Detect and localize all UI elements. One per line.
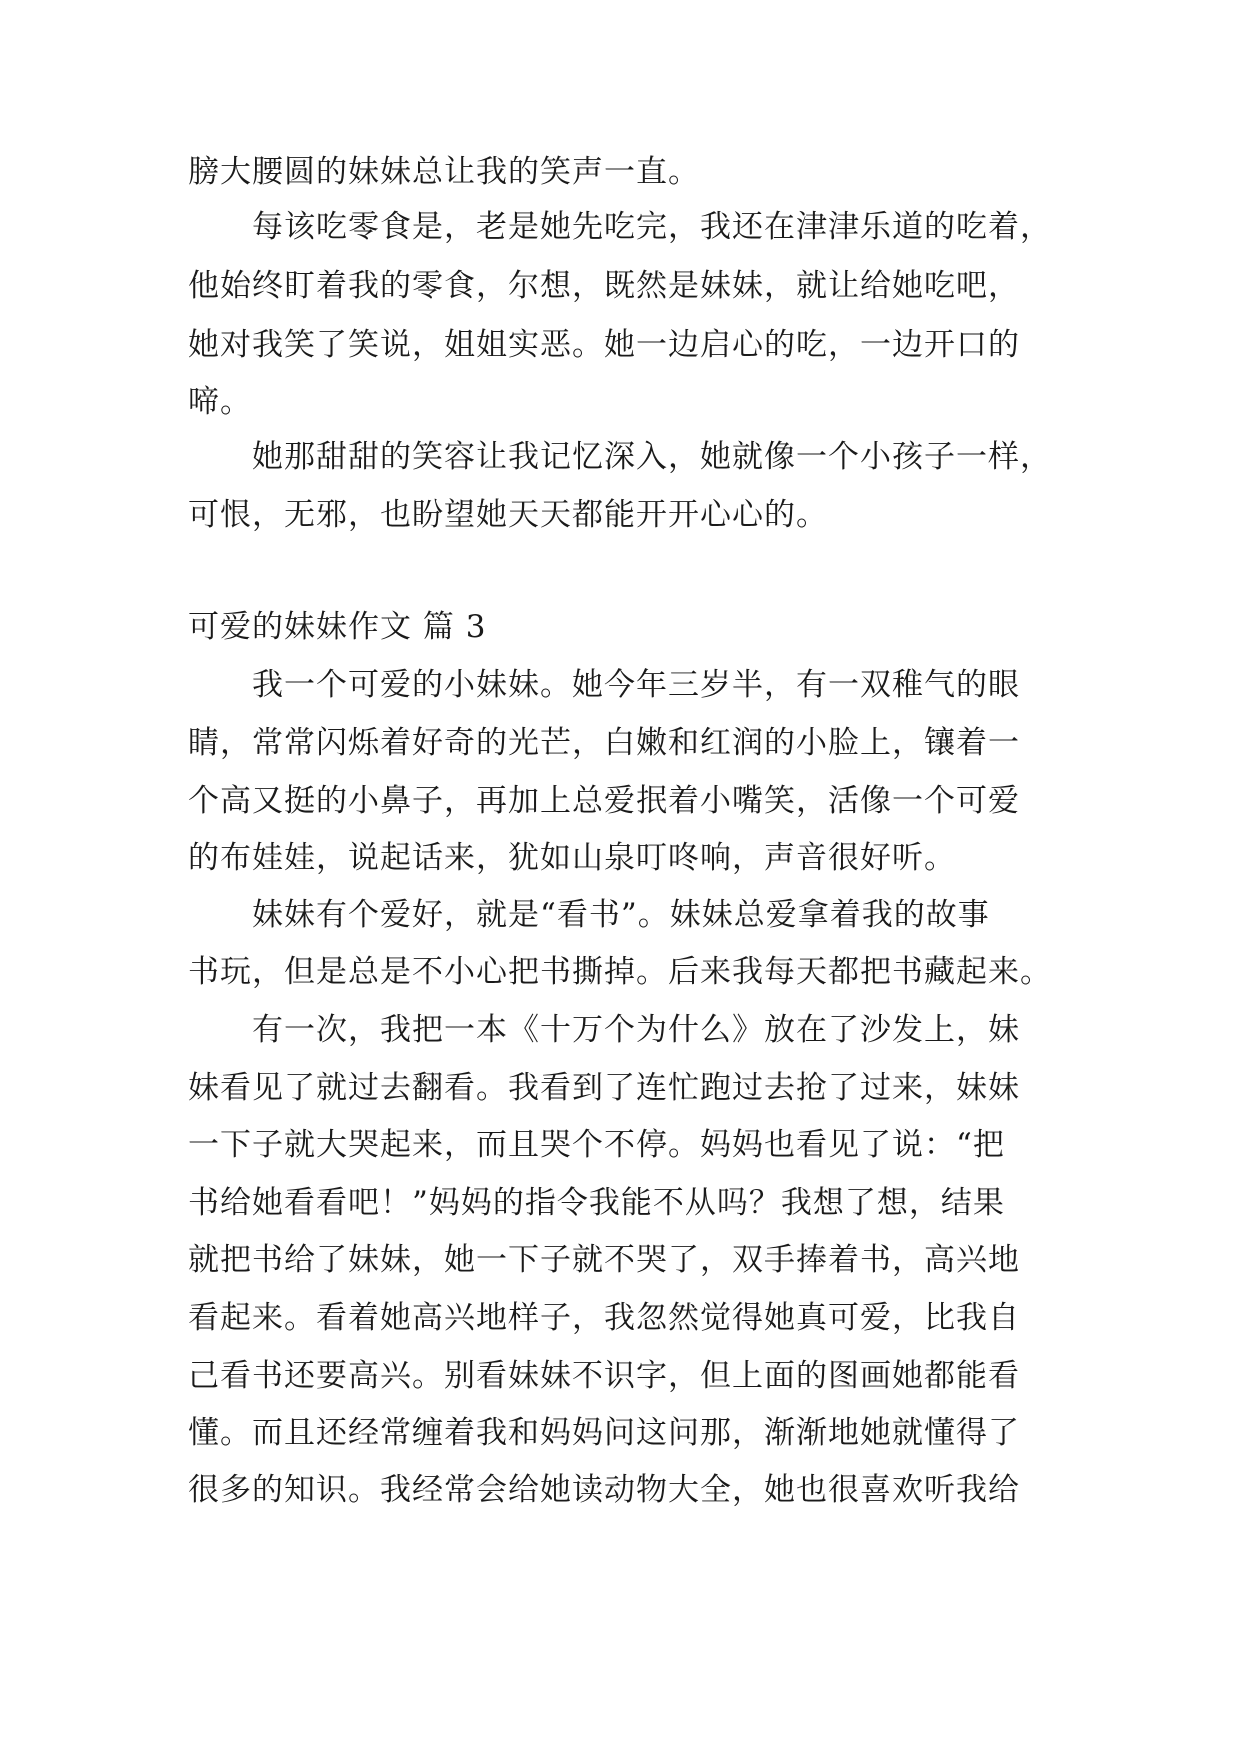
section-heading: 可爱的妹妹作文 篇 3 [188, 609, 487, 645]
text-line: 己看书还要高兴。别看妹妹不识字，但上面的图画她都能看 [188, 1358, 1020, 1394]
text-line: 他始终盯着我的零食，尔想，既然是妹妹，就让给她吃吧， [188, 268, 1020, 304]
text-line: 懂。而且还经常缠着我和妈妈问这问那，渐渐地她就懂得了 [188, 1415, 1020, 1451]
text-line: 很多的知识。我经常会给她读动物大全，她也很喜欢听我给 [188, 1472, 1020, 1508]
text-line: 就把书给了妹妹，她一下子就不哭了，双手捧着书，高兴地 [188, 1242, 1020, 1278]
text-line: 有一次，我把一本《十万个为什么》放在了沙发上，妹 [252, 1012, 1020, 1048]
text-line: 个高又挺的小鼻子，再加上总爱抿着小嘴笑，活像一个可爱 [188, 783, 1020, 819]
text-line: 我一个可爱的小妹妹。她今年三岁半，有一双稚气的眼 [252, 667, 1020, 703]
text-line: 啼。 [188, 384, 252, 420]
text-line: 睛，常常闪烁着好奇的光芒，白嫩和红润的小脸上，镶着一 [188, 725, 1020, 761]
text-line: 一下子就大哭起来，而且哭个不停。妈妈也看见了说：“把 [188, 1127, 1005, 1163]
text-line: 看起来。看着她高兴地样子，我忽然觉得她真可爱，比我自 [188, 1300, 1020, 1336]
text-line: 她对我笑了笑说，姐姐实恶。她一边启心的吃，一边开口的 [188, 327, 1020, 363]
text-line: 的布娃娃，说起话来，犹如山泉叮咚响，声音很好听。 [188, 840, 956, 876]
text-line: 可恨，无邪，也盼望她天天都能开开心心的。 [188, 497, 828, 533]
text-line: 妹妹有个爱好，就是“看书”。妹妹总爱拿着我的故事 [252, 897, 990, 933]
text-line: 书给她看看吧！”妈妈的指令我能不从吗？我想了想，结果 [188, 1185, 1005, 1221]
text-line: 每该吃零食是，老是她先吃完，我还在津津乐道的吃着， [252, 209, 1052, 245]
text-line: 她那甜甜的笑容让我记忆深入，她就像一个小孩子一样， [252, 439, 1052, 475]
text-line: 膀大腰圆的妹妹总让我的笑声一直。 [188, 154, 700, 190]
text-line: 妹看见了就过去翻看。我看到了连忙跑过去抢了过来，妹妹 [188, 1070, 1020, 1106]
text-line: 书玩，但是总是不小心把书撕掉。后来我每天都把书藏起来。 [188, 954, 1052, 990]
